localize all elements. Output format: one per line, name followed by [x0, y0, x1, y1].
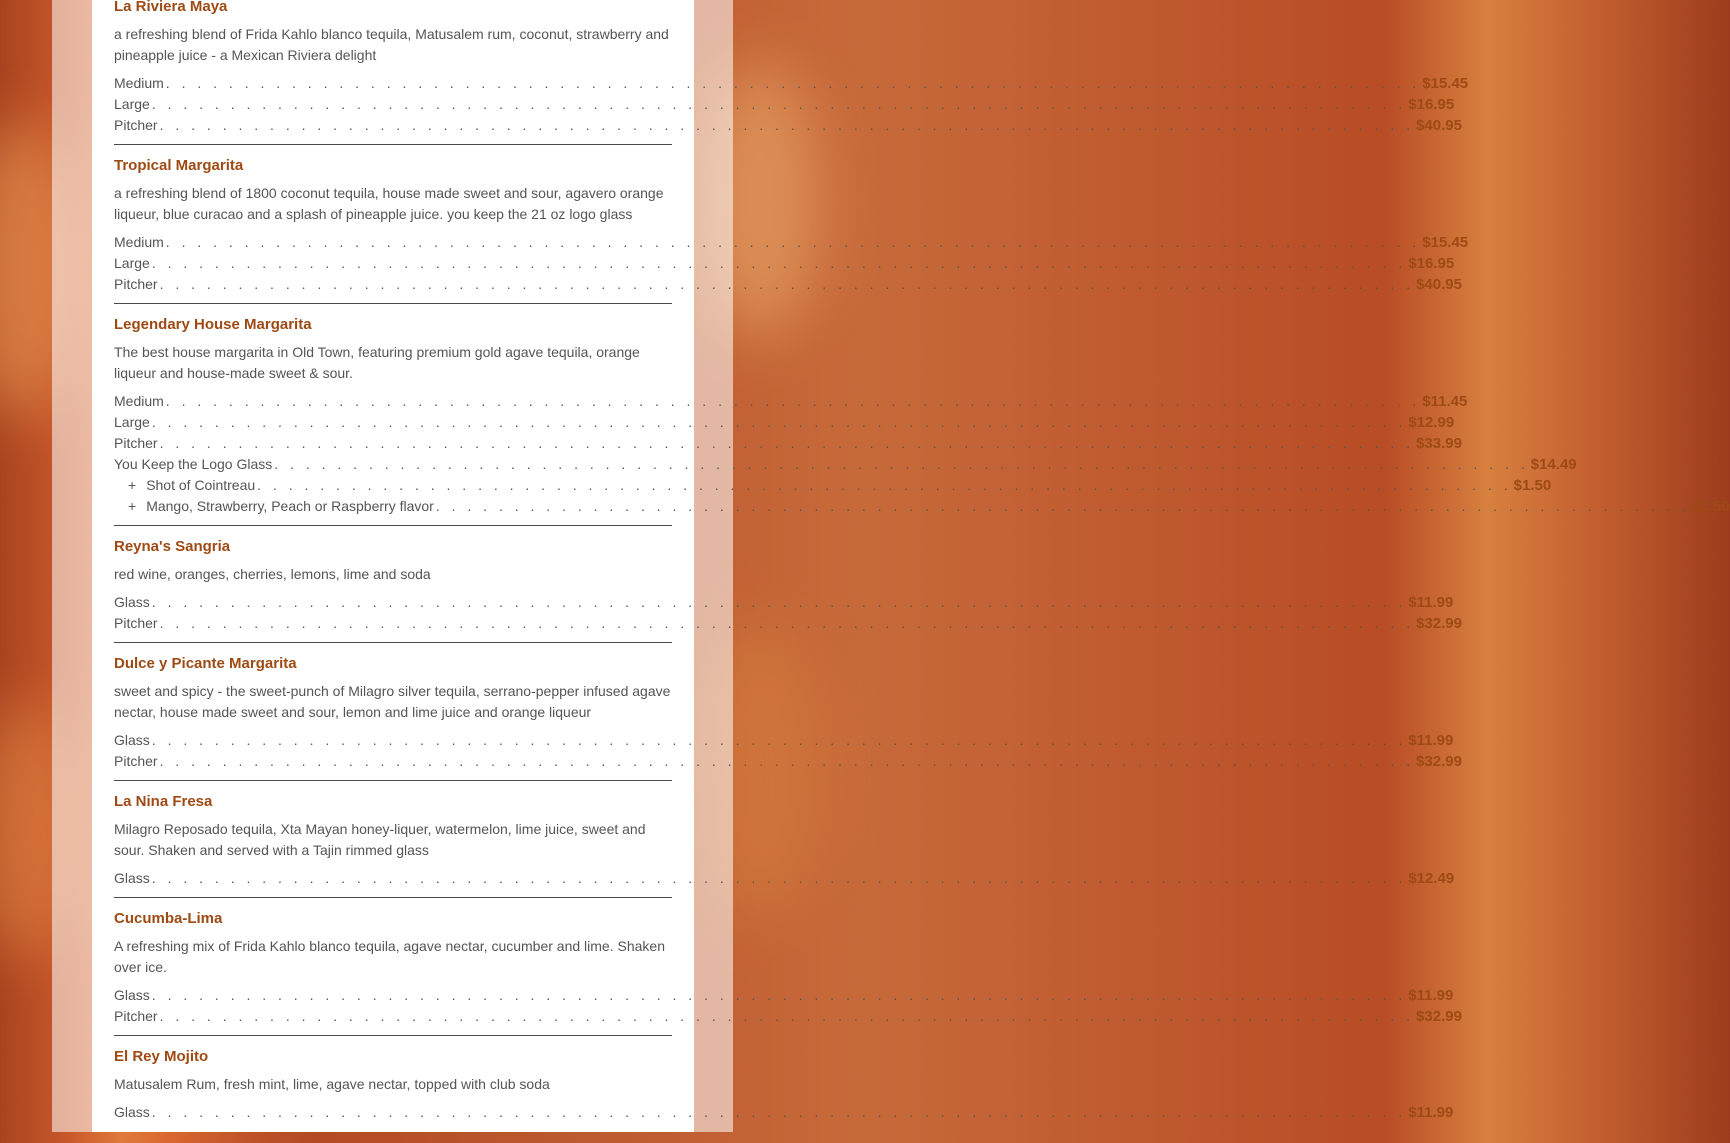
price-label-text: Large — [114, 255, 150, 271]
plus-icon: + — [128, 498, 137, 514]
price-row — [114, 73, 1469, 94]
price-label — [114, 94, 150, 115]
menu-item-description: Milagro Reposado tequila, Xta Mayan honey-liquer, watermelon, lime juice, sweet and sour. Shaken and served with a Tajin rimmed glass — [114, 821, 646, 858]
dot-leader: . . . . . . . . . . . . . . . . . . . . . . . . . . . . . . . . . . . . . . . . . . . . . . . . . . . . . . . . . . . . . . . . . . . . . . . . . . . . . . . . — [151, 1104, 1407, 1120]
dot-leader: . . . . . . . . . . . . . . . . . . . . . . . . . . . . . . . . . . . . . . . . . . . . . . . . . . . . . . . . . . . . . . . . . . . . . . . . . . . . . . . . — [151, 255, 1407, 271]
price-value: $15.45 — [1422, 75, 1469, 92]
price-label-text: Mango, Strawberry, Peach or Raspberry flavor — [146, 498, 434, 514]
price-row — [114, 730, 1454, 751]
menu-item-title: La Nina Fresa — [114, 793, 213, 810]
price-label-text: You Keep the Logo Glass — [114, 456, 273, 472]
menu-item — [114, 538, 1462, 643]
menu-item — [114, 1048, 1454, 1131]
menu-item — [114, 910, 1462, 1036]
price-label-text: Medium — [114, 234, 164, 250]
price-row — [114, 94, 1455, 115]
menu-item-description: sweet and spicy - the sweet-punch of Milagro silver tequila, serrano-pepper infused agave nectar, house made sweet and sour, lemon and lime juice and orange liqueur — [114, 683, 671, 720]
price-label-text: Medium — [114, 393, 164, 409]
price-label — [114, 274, 158, 295]
price-row — [114, 412, 1455, 433]
price-value: $11.99 — [1408, 594, 1454, 611]
price-label — [114, 751, 158, 772]
price-row — [114, 115, 1462, 136]
price-row — [114, 613, 1462, 634]
price-label-text: Glass — [114, 870, 150, 886]
menu-item-description: The best house margarita in Old Town, featuring premium gold agave tequila, orange liqueur and house-made sweet & sour. — [114, 344, 640, 381]
dot-leader: . . . . . . . . . . . . . . . . . . . . . . . . . . . . . . . . . . . . . . . . . . . . . . . . . . . . . . . . . . . . . . . . . . . . . . . . . . . . . . . . — [159, 435, 1415, 451]
price-value: $11.99 — [1408, 987, 1454, 1004]
price-label — [114, 868, 150, 889]
dot-leader: . . . . . . . . . . . . . . . . . . . . . . . . . . . . . . . . . . . . . . . . . . . . . . . . . . . . . . . . . . . . . . . . . . . . . . . . . . . . . . . . — [274, 456, 1529, 472]
menu-item — [114, 793, 1455, 898]
price-label — [114, 613, 158, 634]
menu-item-description: A refreshing mix of Frida Kahlo blanco tequila, agave nectar, cucumber and lime. Shaken over ice. — [114, 938, 665, 975]
dot-leader: . . . . . . . . . . . . . . . . . . . . . . . . . . . . . . . . . . . . . . . . . . . . . . . . . . . . . . . . . . . . . . . . . . . . . . . . . . . . . . . . — [435, 498, 1691, 514]
price-label — [114, 391, 164, 412]
price-label — [114, 592, 150, 613]
menu-item-description: red wine, oranges, cherries, lemons, lime and soda — [114, 566, 431, 582]
menu-item — [114, 0, 1469, 145]
price-label — [114, 496, 434, 517]
dot-leader: . . . . . . . . . . . . . . . . . . . . . . . . . . . . . . . . . . . . . . . . . . . . . . . . . . . . . . . . . . . . . . . . . . . . . . . . . . . . . . . . — [165, 393, 1421, 409]
menu-panel — [92, 0, 1730, 1132]
price-label-text: Shot of Cointreau — [146, 477, 256, 493]
price-label-text: Pitcher — [114, 753, 158, 769]
price-value: $16.95 — [1408, 255, 1455, 272]
price-label-text: Pitcher — [114, 276, 158, 292]
price-row — [114, 1006, 1462, 1027]
price-value: $40.95 — [1416, 276, 1462, 293]
price-label-text: Glass — [114, 1104, 150, 1120]
dot-leader: . . . . . . . . . . . . . . . . . . . . . . . . . . . . . . . . . . . . . . . . . . . . . . . . . . . . . . . . . . . . . . . . . . . . . . . . . . . . . . . . — [151, 870, 1407, 886]
dot-leader: . . . . . . . . . . . . . . . . . . . . . . . . . . . . . . . . . . . . . . . . . . . . . . . . . . . . . . . . . . . . . . . . . . . . . . . . . . . . . . . . — [151, 96, 1407, 112]
plus-icon: + — [128, 477, 137, 493]
menu-item-title: Legendary House Margarita — [114, 316, 312, 333]
price-value: $14.49 — [1530, 456, 1577, 473]
menu-item-title: El Rey Mojito — [114, 1048, 209, 1065]
price-label — [114, 475, 255, 496]
dot-leader: . . . . . . . . . . . . . . . . . . . . . . . . . . . . . . . . . . . . . . . . . . . . . . . . . . . . . . . . . . . . . . . . . . . . . . . . . . . . . . . . — [151, 414, 1407, 430]
dot-leader: . . . . . . . . . . . . . . . . . . . . . . . . . . . . . . . . . . . . . . . . . . . . . . . . . . . . . . . . . . . . . . . . . . . . . . . . . . . . . . . . — [159, 276, 1415, 292]
price-row — [114, 253, 1455, 274]
price-row — [114, 274, 1462, 295]
price-label — [114, 73, 164, 94]
menu-item-title: Tropical Margarita — [114, 157, 244, 174]
price-label-text: Pitcher — [114, 117, 158, 133]
price-value: $11.45 — [1422, 393, 1468, 410]
price-label — [114, 1102, 150, 1123]
menu-item — [114, 157, 1469, 304]
price-value: $32.99 — [1416, 615, 1462, 632]
price-row — [114, 391, 1468, 412]
dot-leader: . . . . . . . . . . . . . . . . . . . . . . . . . . . . . . . . . . . . . . . . . . . . . . . . . . . . . . . . . . . . . . . . . . . . . . . . . . . . . . . . — [159, 117, 1415, 133]
price-label — [114, 433, 158, 454]
price-label-text: Glass — [114, 594, 150, 610]
dot-leader: . . . . . . . . . . . . . . . . . . . . . . . . . . . . . . . . . . . . . . . . . . . . . . . . . . . . . . . . . . . . . . . . . . . . . . . . . . . . . . . . — [151, 594, 1407, 610]
price-value: $1.50 — [1692, 498, 1730, 515]
price-value: $32.99 — [1416, 753, 1462, 770]
price-value: $33.99 — [1416, 435, 1462, 452]
price-label-text: Pitcher — [114, 615, 158, 631]
price-label-text: Pitcher — [114, 1008, 158, 1024]
price-row — [114, 592, 1454, 613]
price-value: $16.95 — [1408, 96, 1455, 113]
dot-leader: . . . . . . . . . . . . . . . . . . . . . . . . . . . . . . . . . . . . . . . . . . . . . . . . . . . . . . . . . . . . . . . . . . . . . . . . . . . . . . . . — [257, 477, 1512, 493]
price-row — [114, 985, 1454, 1006]
price-value: $11.99 — [1408, 732, 1454, 749]
price-label — [114, 115, 158, 136]
price-row — [114, 454, 1577, 475]
price-row — [114, 433, 1462, 454]
menu-item-title: Cucumba-Lima — [114, 910, 223, 927]
dot-leader: . . . . . . . . . . . . . . . . . . . . . . . . . . . . . . . . . . . . . . . . . . . . . . . . . . . . . . . . . . . . . . . . . . . . . . . . . . . . . . . . — [159, 1008, 1415, 1024]
price-label-text: Large — [114, 414, 150, 430]
price-value: $15.45 — [1422, 234, 1469, 251]
menu-item-title: Reyna's Sangria — [114, 538, 231, 555]
price-label-text: Glass — [114, 987, 150, 1003]
dot-leader: . . . . . . . . . . . . . . . . . . . . . . . . . . . . . . . . . . . . . . . . . . . . . . . . . . . . . . . . . . . . . . . . . . . . . . . . . . . . . . . . — [151, 732, 1407, 748]
price-value: $1.50 — [1513, 477, 1552, 494]
price-value: $40.95 — [1416, 117, 1462, 134]
price-label — [114, 232, 164, 253]
price-row — [114, 868, 1455, 889]
price-label-text: Glass — [114, 732, 150, 748]
dot-leader: . . . . . . . . . . . . . . . . . . . . . . . . . . . . . . . . . . . . . . . . . . . . . . . . . . . . . . . . . . . . . . . . . . . . . . . . . . . . . . . . — [165, 75, 1421, 91]
price-label-text: Large — [114, 96, 150, 112]
dot-leader: . . . . . . . . . . . . . . . . . . . . . . . . . . . . . . . . . . . . . . . . . . . . . . . . . . . . . . . . . . . . . . . . . . . . . . . . . . . . . . . . — [159, 753, 1415, 769]
price-label — [114, 730, 150, 751]
price-row — [114, 1102, 1454, 1123]
price-row — [114, 751, 1462, 772]
price-value: $32.99 — [1416, 1008, 1462, 1025]
price-label — [114, 454, 272, 475]
price-label — [114, 253, 150, 274]
menu-item-description: a refreshing blend of 1800 coconut tequila, house made sweet and sour, agavero orange liqueur, blue curacao and a splash of pineapple juice. you keep the 21 oz logo glass — [114, 185, 664, 222]
addon-price-row — [114, 475, 1552, 496]
price-label — [114, 985, 150, 1006]
price-value: $12.49 — [1408, 870, 1455, 887]
dot-leader: . . . . . . . . . . . . . . . . . . . . . . . . . . . . . . . . . . . . . . . . . . . . . . . . . . . . . . . . . . . . . . . . . . . . . . . . . . . . . . . . — [165, 234, 1421, 250]
menu-item-title: La Riviera Maya — [114, 0, 228, 15]
price-label-text: Medium — [114, 75, 164, 91]
menu-item — [114, 316, 1730, 526]
dot-leader: . . . . . . . . . . . . . . . . . . . . . . . . . . . . . . . . . . . . . . . . . . . . . . . . . . . . . . . . . . . . . . . . . . . . . . . . . . . . . . . . — [151, 987, 1407, 1003]
menu-item — [114, 655, 1462, 781]
menu-item-title: Dulce y Picante Margarita — [114, 655, 297, 672]
drink-menu-list — [114, 0, 1730, 1143]
price-value: $11.99 — [1408, 1104, 1454, 1121]
addon-price-row — [114, 496, 1730, 517]
menu-item-description: Matusalem Rum, fresh mint, lime, agave nectar, topped with club soda — [114, 1076, 550, 1092]
price-row — [114, 232, 1469, 253]
dot-leader: . . . . . . . . . . . . . . . . . . . . . . . . . . . . . . . . . . . . . . . . . . . . . . . . . . . . . . . . . . . . . . . . . . . . . . . . . . . . . . . . — [159, 615, 1415, 631]
menu-item-description: a refreshing blend of Frida Kahlo blanco tequila, Matusalem rum, coconut, strawberry and pineapple juice - a Mexican Riviera delight — [114, 26, 669, 63]
price-label — [114, 412, 150, 433]
price-value: $12.99 — [1408, 414, 1455, 431]
price-label — [114, 1006, 158, 1027]
price-label-text: Pitcher — [114, 435, 158, 451]
